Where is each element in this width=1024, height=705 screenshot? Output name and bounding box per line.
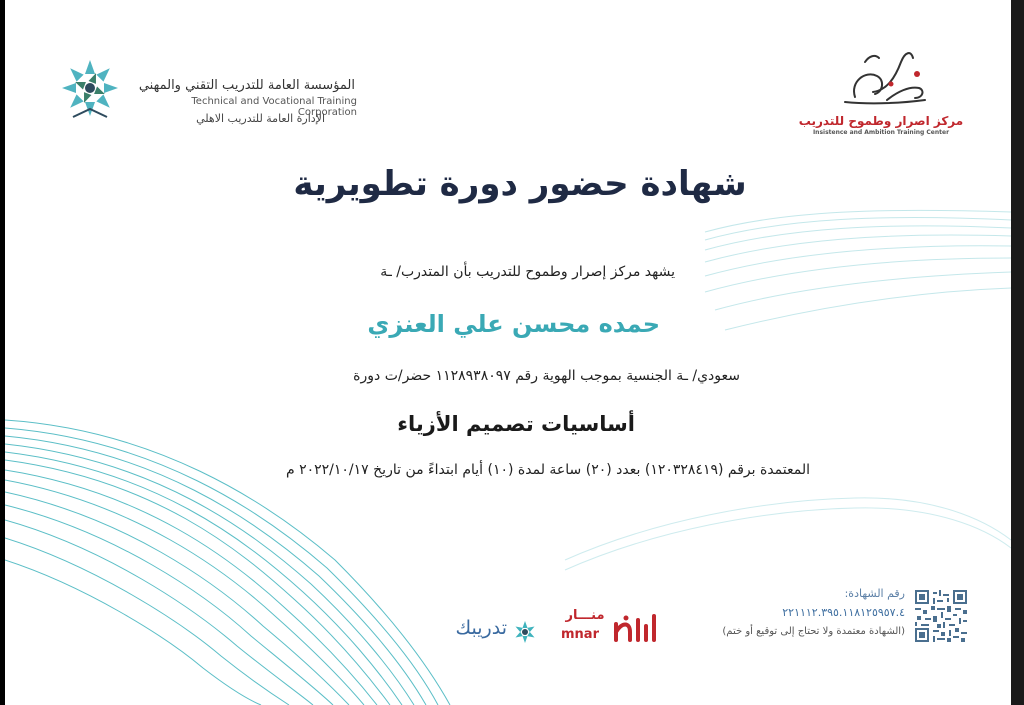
course-name: أساسيات تصميم الأزياء	[397, 412, 635, 436]
tadreebak-logo-icon	[513, 620, 537, 644]
certificate-number: ٢٢١١١٢.٣٩٥.١١٨١٢٥٩٥٧.٤	[782, 606, 905, 619]
tadreebak-name: تدريبك	[455, 617, 507, 639]
identity-line: سعودي/ ـة الجنسية بموجب الهوية رقم ١١٢٨٩٣٨٠٩٧ حضر/ت دورة	[353, 368, 740, 384]
tvtc-name-arabic: المؤسسة العامة للتدريب التقني والمهني	[138, 78, 355, 93]
mnar-name-english: mnar	[561, 627, 599, 642]
certificate-title: شهادة حضور دورة تطويرية	[293, 164, 747, 204]
details-line: المعتمدة برقم (١٢٠٣٢٨٤١٩) بعدد (٢٠) ساعة لمدة (١٠) أيام ابتداءً من تاريخ ٢٠٢٢/١٠/١٧ م	[285, 462, 810, 478]
tvtc-name-english: Technical and Vocational Training Corporation	[191, 96, 357, 118]
intro-line: يشهد مركز إصرار وطموح للتدريب بأن المتدرب/ ـة	[380, 264, 675, 280]
center-name-arabic: مركز اصرار وطموح للتدريب	[798, 114, 964, 128]
qr-code-icon[interactable]	[915, 590, 967, 642]
page-edge-shadow	[1011, 0, 1024, 705]
tvtc-logo-icon	[55, 55, 125, 125]
center-calligraphy-logo-icon	[825, 42, 940, 112]
mnar-logo-icon	[612, 612, 658, 644]
certificate-note: (الشهادة معتمدة ولا تحتاج إلى توقيع أو ختم)	[722, 626, 905, 637]
trainee-name: حمده محسن علي العنزي	[367, 310, 660, 338]
center-name-english: Insistence and Ambition Training Center	[812, 129, 950, 136]
mnar-name-arabic: منـــار	[565, 608, 605, 623]
tvtc-department: الإدارة العامة للتدريب الاهلي	[196, 112, 325, 125]
certificate-page	[5, 0, 1011, 705]
certificate-number-label: رقم الشهادة:	[844, 587, 905, 600]
